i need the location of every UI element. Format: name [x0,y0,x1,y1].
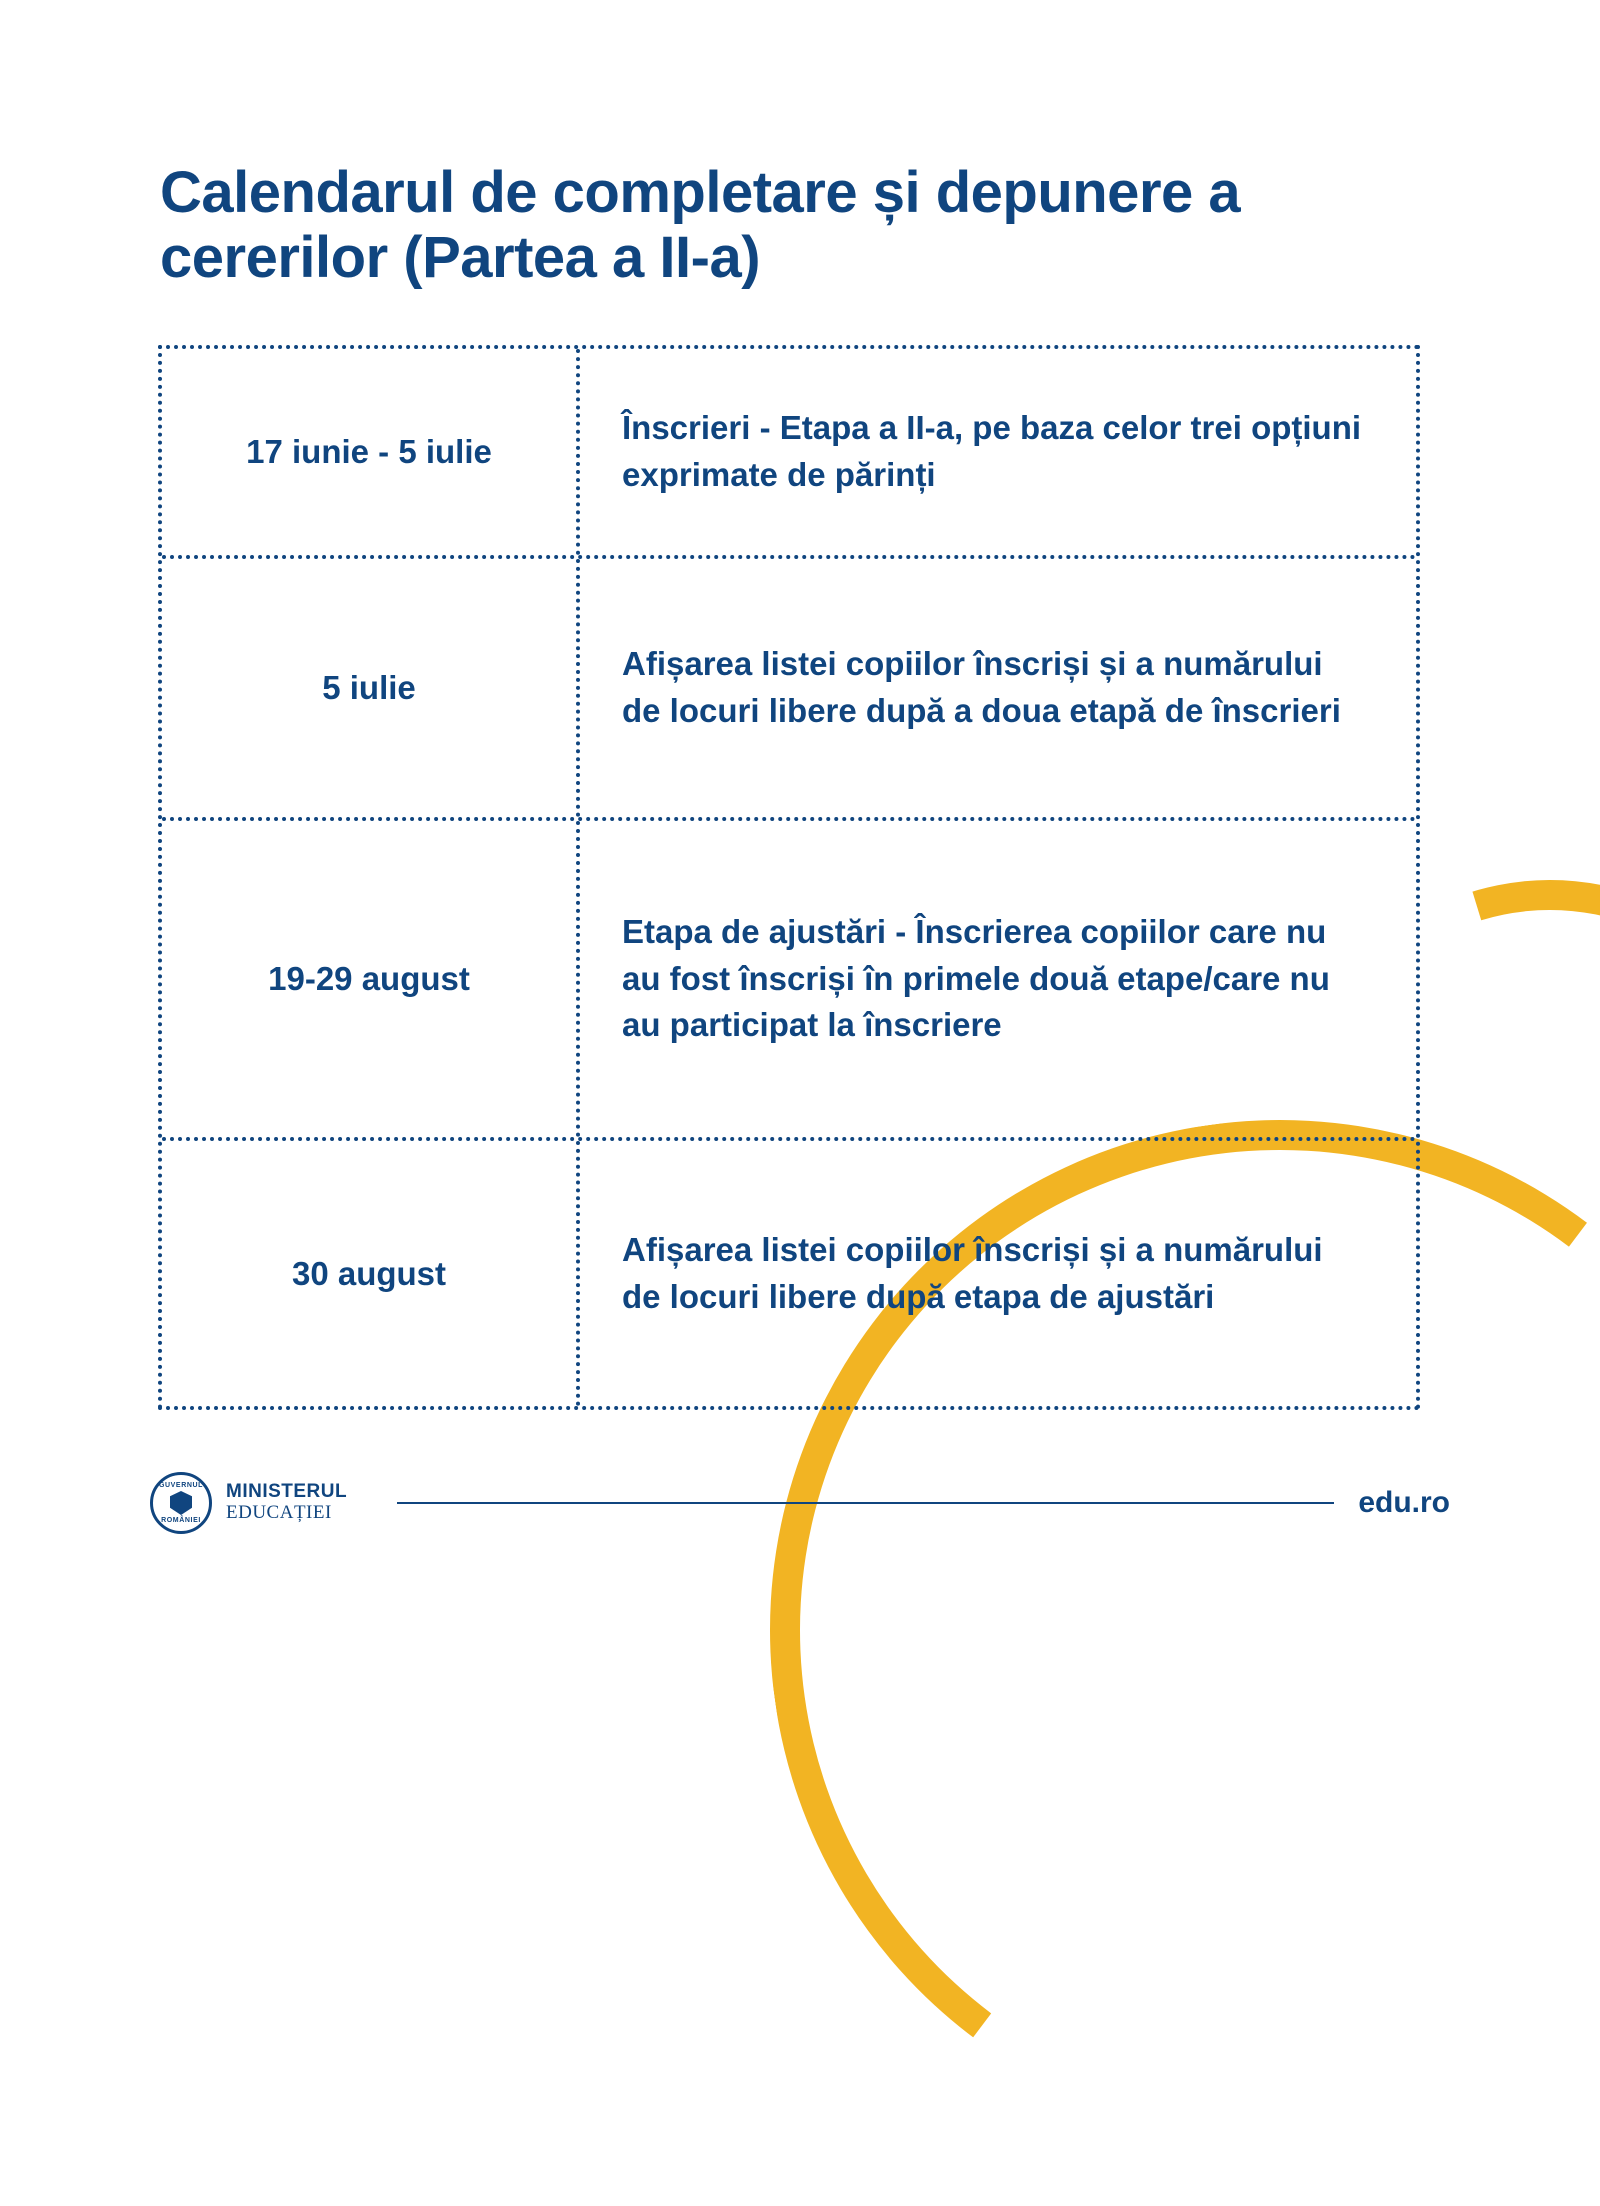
website-label: edu.ro [1358,1486,1450,1519]
table-cell-description [580,821,1416,1137]
description-value: Etapa de ajustări - Înscrierea copiilor care nu au fost înscriși în primele două etape/care nu au participat la înscriere [622,912,1330,1044]
description-value: Afișarea listei copiilor înscriși și a numărului de locuri libere după etapa de ajustări [622,1230,1323,1315]
date-value: 17 iunie - 5 iulie [246,433,492,471]
ministry-line-1: MINISTERUL [226,1481,348,1503]
table-cell-description [580,349,1416,555]
calendar-table [158,345,1420,1410]
seal-bottom-label: ROMÂNIEI [161,1517,201,1524]
government-seal-icon [150,1472,212,1534]
description-value: Înscrieri - Etapa a II-a, pe baza celor trei opțiuni exprimate de părinți [622,409,1362,493]
ministry-wordmark [226,1482,347,1523]
ministry-line-2: EDUCAȚIEI [226,1502,332,1523]
seal-top-label: GUVERNUL [158,1482,204,1489]
footer-divider [397,1502,1334,1504]
table-cell-date [162,821,580,1137]
date-value: 30 august [291,1254,447,1292]
table-cell-date [162,559,580,817]
table-cell-date [162,349,580,555]
table-row [162,349,1416,559]
table-cell-description [580,1141,1416,1406]
description-value: Afișarea listei copiilor înscriși și a numărului de locuri libere după a doua etapă de înscrieri [622,645,1341,729]
date-value: 5 iulie [322,669,416,707]
table-cell-date [162,1141,580,1406]
table-row [162,821,1416,1141]
table-row [162,559,1416,821]
date-value: 19-29 august [268,960,470,998]
page-title: Calendarul de completare și depunere a cererilor (Partea a II-a) [160,159,1241,290]
table-row [162,1141,1416,1406]
footer [150,1468,1450,1538]
seal-emblem-shape [170,1491,192,1515]
table-cell-description [580,559,1416,817]
